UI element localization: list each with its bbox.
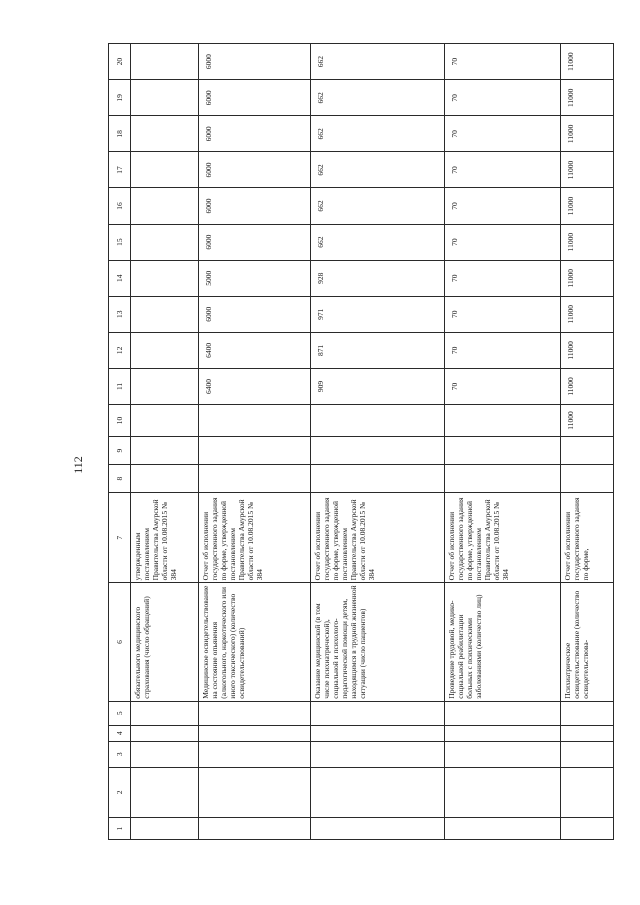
value-cell	[131, 404, 199, 436]
value-cell: 11000	[561, 404, 614, 436]
service-name: Проведение трудовой, медико-социальной реабилитации больных с психическими заболеваниями (количество лиц)	[445, 583, 561, 701]
table-row	[311, 44, 445, 840]
value-cell: 662	[311, 224, 445, 260]
value-cell	[445, 465, 561, 493]
column-number-row	[109, 44, 131, 840]
value-cell: 70	[445, 80, 561, 116]
data-source: Отчет об исполнении государственного задания по форме, утвержденной постановлением Правительства Амурской области от 10.08.2015 № 384	[445, 493, 561, 583]
column-header: 9	[109, 437, 131, 465]
value-cell: 6000	[199, 80, 311, 116]
column-header: 13	[109, 296, 131, 332]
value-cell: 6000	[199, 296, 311, 332]
value-cell	[311, 437, 445, 465]
value-cell: 70	[445, 296, 561, 332]
value-cell: 11000	[561, 116, 614, 152]
value-cell	[131, 465, 199, 493]
value-cell	[131, 116, 199, 152]
value-cell	[131, 224, 199, 260]
table-row	[561, 44, 614, 840]
value-cell: 11000	[561, 152, 614, 188]
column-header: 17	[109, 152, 131, 188]
value-cell: 70	[445, 260, 561, 296]
column-header: 2	[109, 767, 131, 817]
value-cell: 11000	[561, 296, 614, 332]
value-cell: 11000	[561, 368, 614, 404]
value-cell: 662	[311, 116, 445, 152]
value-cell: 70	[445, 152, 561, 188]
data-source: утвержденным постановлением Правительства Амурской области от 10.08.2015 № 384	[131, 493, 199, 583]
value-cell	[199, 465, 311, 493]
page-number: 112	[71, 456, 85, 474]
value-cell: 6000	[199, 224, 311, 260]
value-cell: 971	[311, 296, 445, 332]
value-cell: 11000	[561, 260, 614, 296]
service-name: Оказание медицинской (в том числе психиатрической), социальной и психолого-педагогической помощи детям, находящимся в трудной жизненной ситуации (число пациентов)	[311, 583, 445, 701]
value-cell: 909	[311, 368, 445, 404]
value-cell: 928	[311, 260, 445, 296]
value-cell: 871	[311, 332, 445, 368]
value-cell: 662	[311, 152, 445, 188]
value-cell	[131, 188, 199, 224]
column-header: 14	[109, 260, 131, 296]
value-cell	[131, 332, 199, 368]
value-cell: 6000	[199, 44, 311, 80]
data-source: Отчет об исполнении государственного задания по форме, утвержденной постановлением Правительства Амурской области от 10.08.2015 № 384	[311, 493, 445, 583]
column-header: 19	[109, 80, 131, 116]
value-cell: 11000	[561, 332, 614, 368]
value-cell	[131, 80, 199, 116]
data-source: Отчет об исполнении государственного задания по форме, утвержденной постановлением Правительства Амурской области от 10.08.2015 № 384	[199, 493, 311, 583]
value-cell: 70	[445, 116, 561, 152]
value-cell: 6000	[199, 188, 311, 224]
column-header: 7	[109, 493, 131, 583]
value-cell: 70	[445, 224, 561, 260]
value-cell	[131, 437, 199, 465]
column-header: 5	[109, 701, 131, 725]
column-header: 16	[109, 188, 131, 224]
value-cell	[131, 368, 199, 404]
value-cell: 6000	[199, 152, 311, 188]
column-header: 15	[109, 224, 131, 260]
rotated-table-container	[108, 43, 590, 840]
value-cell: 70	[445, 188, 561, 224]
service-name: Медицинское освидетельствование на состояние опьянения (алкогольного, наркотического или иного токсического) (количество освидетельствований)	[199, 583, 311, 701]
value-cell	[131, 260, 199, 296]
value-cell: 11000	[561, 224, 614, 260]
column-header: 3	[109, 741, 131, 767]
value-cell	[199, 404, 311, 436]
value-cell: 11000	[561, 44, 614, 80]
value-cell	[311, 465, 445, 493]
value-cell: 11000	[561, 80, 614, 116]
service-name: обязательного медицинского страхования (число обращений)	[131, 583, 199, 701]
indicator-table	[108, 43, 614, 840]
column-header: 4	[109, 725, 131, 741]
value-cell	[131, 152, 199, 188]
table-row	[199, 44, 311, 840]
column-header: 20	[109, 44, 131, 80]
value-cell: 5000	[199, 260, 311, 296]
value-cell	[561, 437, 614, 465]
column-header: 10	[109, 404, 131, 436]
value-cell: 6400	[199, 368, 311, 404]
value-cell	[445, 404, 561, 436]
value-cell: 662	[311, 80, 445, 116]
value-cell	[131, 44, 199, 80]
value-cell	[561, 465, 614, 493]
service-name: Психиатрическое освидетельствование (количество освидетельствова-	[561, 583, 614, 701]
value-cell: 11000	[561, 188, 614, 224]
value-cell: 70	[445, 368, 561, 404]
column-header: 18	[109, 116, 131, 152]
value-cell: 70	[445, 44, 561, 80]
column-header: 11	[109, 368, 131, 404]
data-source: Отчет об исполнении государственного задания по форме,	[561, 493, 614, 583]
column-header: 8	[109, 465, 131, 493]
value-cell: 6000	[199, 116, 311, 152]
table-row	[445, 44, 561, 840]
value-cell	[131, 296, 199, 332]
value-cell: 70	[445, 332, 561, 368]
column-header: 12	[109, 332, 131, 368]
column-header: 1	[109, 817, 131, 839]
value-cell	[311, 404, 445, 436]
value-cell: 662	[311, 44, 445, 80]
value-cell	[445, 437, 561, 465]
value-cell: 662	[311, 188, 445, 224]
value-cell	[199, 437, 311, 465]
table-row	[131, 44, 199, 840]
value-cell: 6400	[199, 332, 311, 368]
column-header: 6	[109, 583, 131, 701]
